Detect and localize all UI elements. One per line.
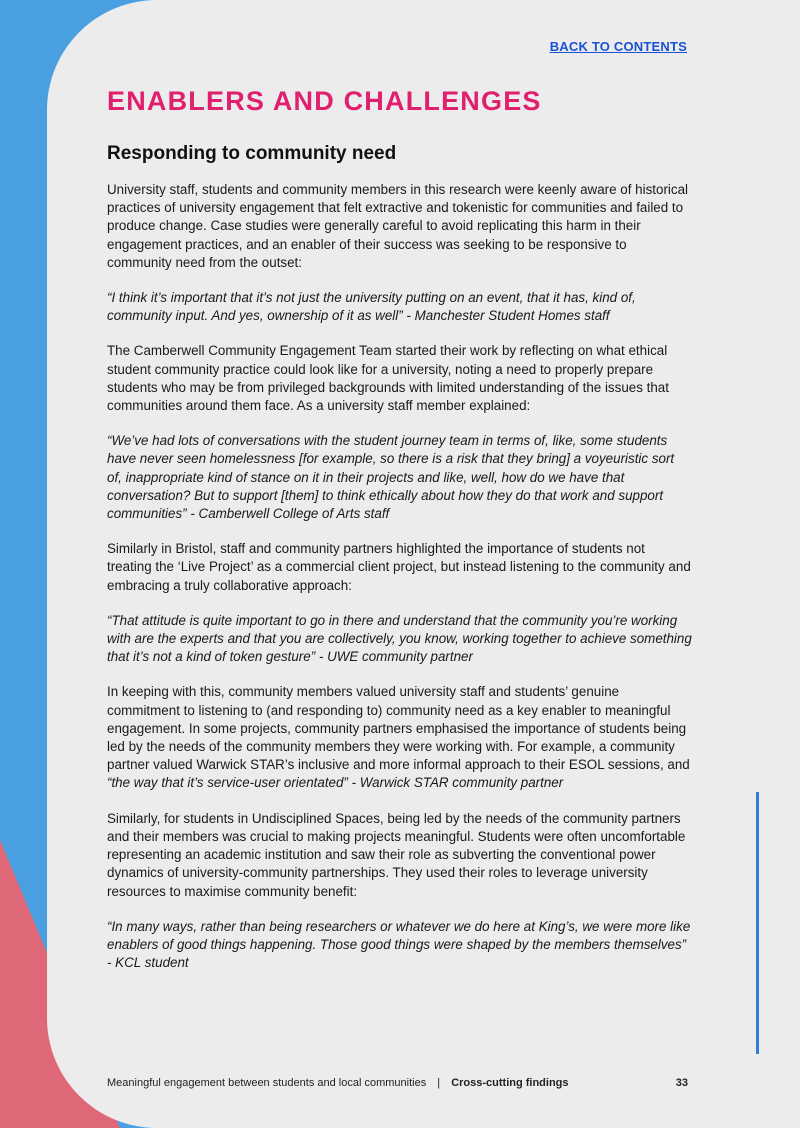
quote: “I think it’s important that it’s not just the university putting on an event, that it has, kind of, community input. And yes, ownership of it as well” - Manchester Student Homes staff bbox=[107, 290, 636, 324]
section-subheading: Responding to community need bbox=[107, 143, 397, 164]
quote: “In many ways, rather than being researchers or whatever we do here at King’s, we were more like enablers of good things happening. Those good things were shaped by the members themselves” - KCL student bbox=[107, 918, 691, 971]
paragraph-text: In keeping with this, community members valued university staff and students’ genuine commitment to listening to (and responding to) community need as a key enabler to meaningful engagement. In some projects, community partners emphasised the importance of students being led by the needs of the community members they were working with. For example, a community partner valued Warwick STAR’s inclusive and more informal approach to their ESOL sessions, and bbox=[107, 684, 690, 773]
footer-section-name: Cross-cutting findings bbox=[451, 1077, 569, 1089]
paragraph: University staff, students and community members in this research were keenly aware of historical practices of university engagement that felt extractive and tokenistic for communities and failed to produce change. Case studies were generally careful to avoid replicating this harm in their engagement practices, and an enabler of their success was seeking to be responsive to community need from the outset: bbox=[107, 182, 688, 270]
inline-quote: “the way that it’s service-user orientated” - Warwick STAR community partner bbox=[107, 775, 564, 791]
page-footer bbox=[107, 1077, 688, 1089]
page-number: 33 bbox=[675, 1077, 688, 1089]
back-to-contents-link[interactable]: BACK TO CONTENTS bbox=[549, 39, 687, 54]
body-text bbox=[107, 181, 692, 989]
side-accent-rule bbox=[756, 792, 759, 1054]
page-title: ENABLERS AND CHALLENGES bbox=[107, 86, 542, 116]
footer-document-title: Meaningful engagement between students and local communities bbox=[107, 1077, 427, 1089]
footer-separator: | bbox=[437, 1077, 441, 1089]
paragraph: The Camberwell Community Engagement Team started their work by reflecting on what ethical student community practice could look like for a university, noting a need to properly prepare students who may be from privileged backgrounds with limited understanding of the issues that communities around them face. As a university staff member explained: bbox=[107, 343, 669, 414]
quote: “That attitude is quite important to go in there and understand that the community you’re working with are the experts and that you are collectively, you know, working together to achieve something that it’s not a kind of token gesture” - UWE community partner bbox=[107, 612, 692, 665]
paragraph: Similarly in Bristol, staff and community partners highlighted the importance of students not treating the ‘Live Project’ as a commercial client project, but instead listening to the community and embracing a truly collaborative approach: bbox=[107, 541, 691, 593]
paragraph bbox=[107, 683, 692, 792]
quote: “We’ve had lots of conversations with the student journey team in terms of, like, some students have never seen homelessness [for example, so there is a risk that they bring] a voyeuristic sort of, inappropriate kind of stance on it in their projects and like, well, how do we have that conversation? But to support [them] to think ethically about how they do that work and support communities” - Camberwell College of Arts staff bbox=[107, 433, 675, 522]
paragraph: Similarly, for students in Undisciplined Spaces, being led by the needs of the community partners and their members was crucial to making projects meaningful. Students were often uncomfortable representing an academic institution and saw their role as subverting the conventional power dynamics of university-community partnerships. They used their roles to leverage university resources to maximise community benefit: bbox=[107, 810, 686, 899]
